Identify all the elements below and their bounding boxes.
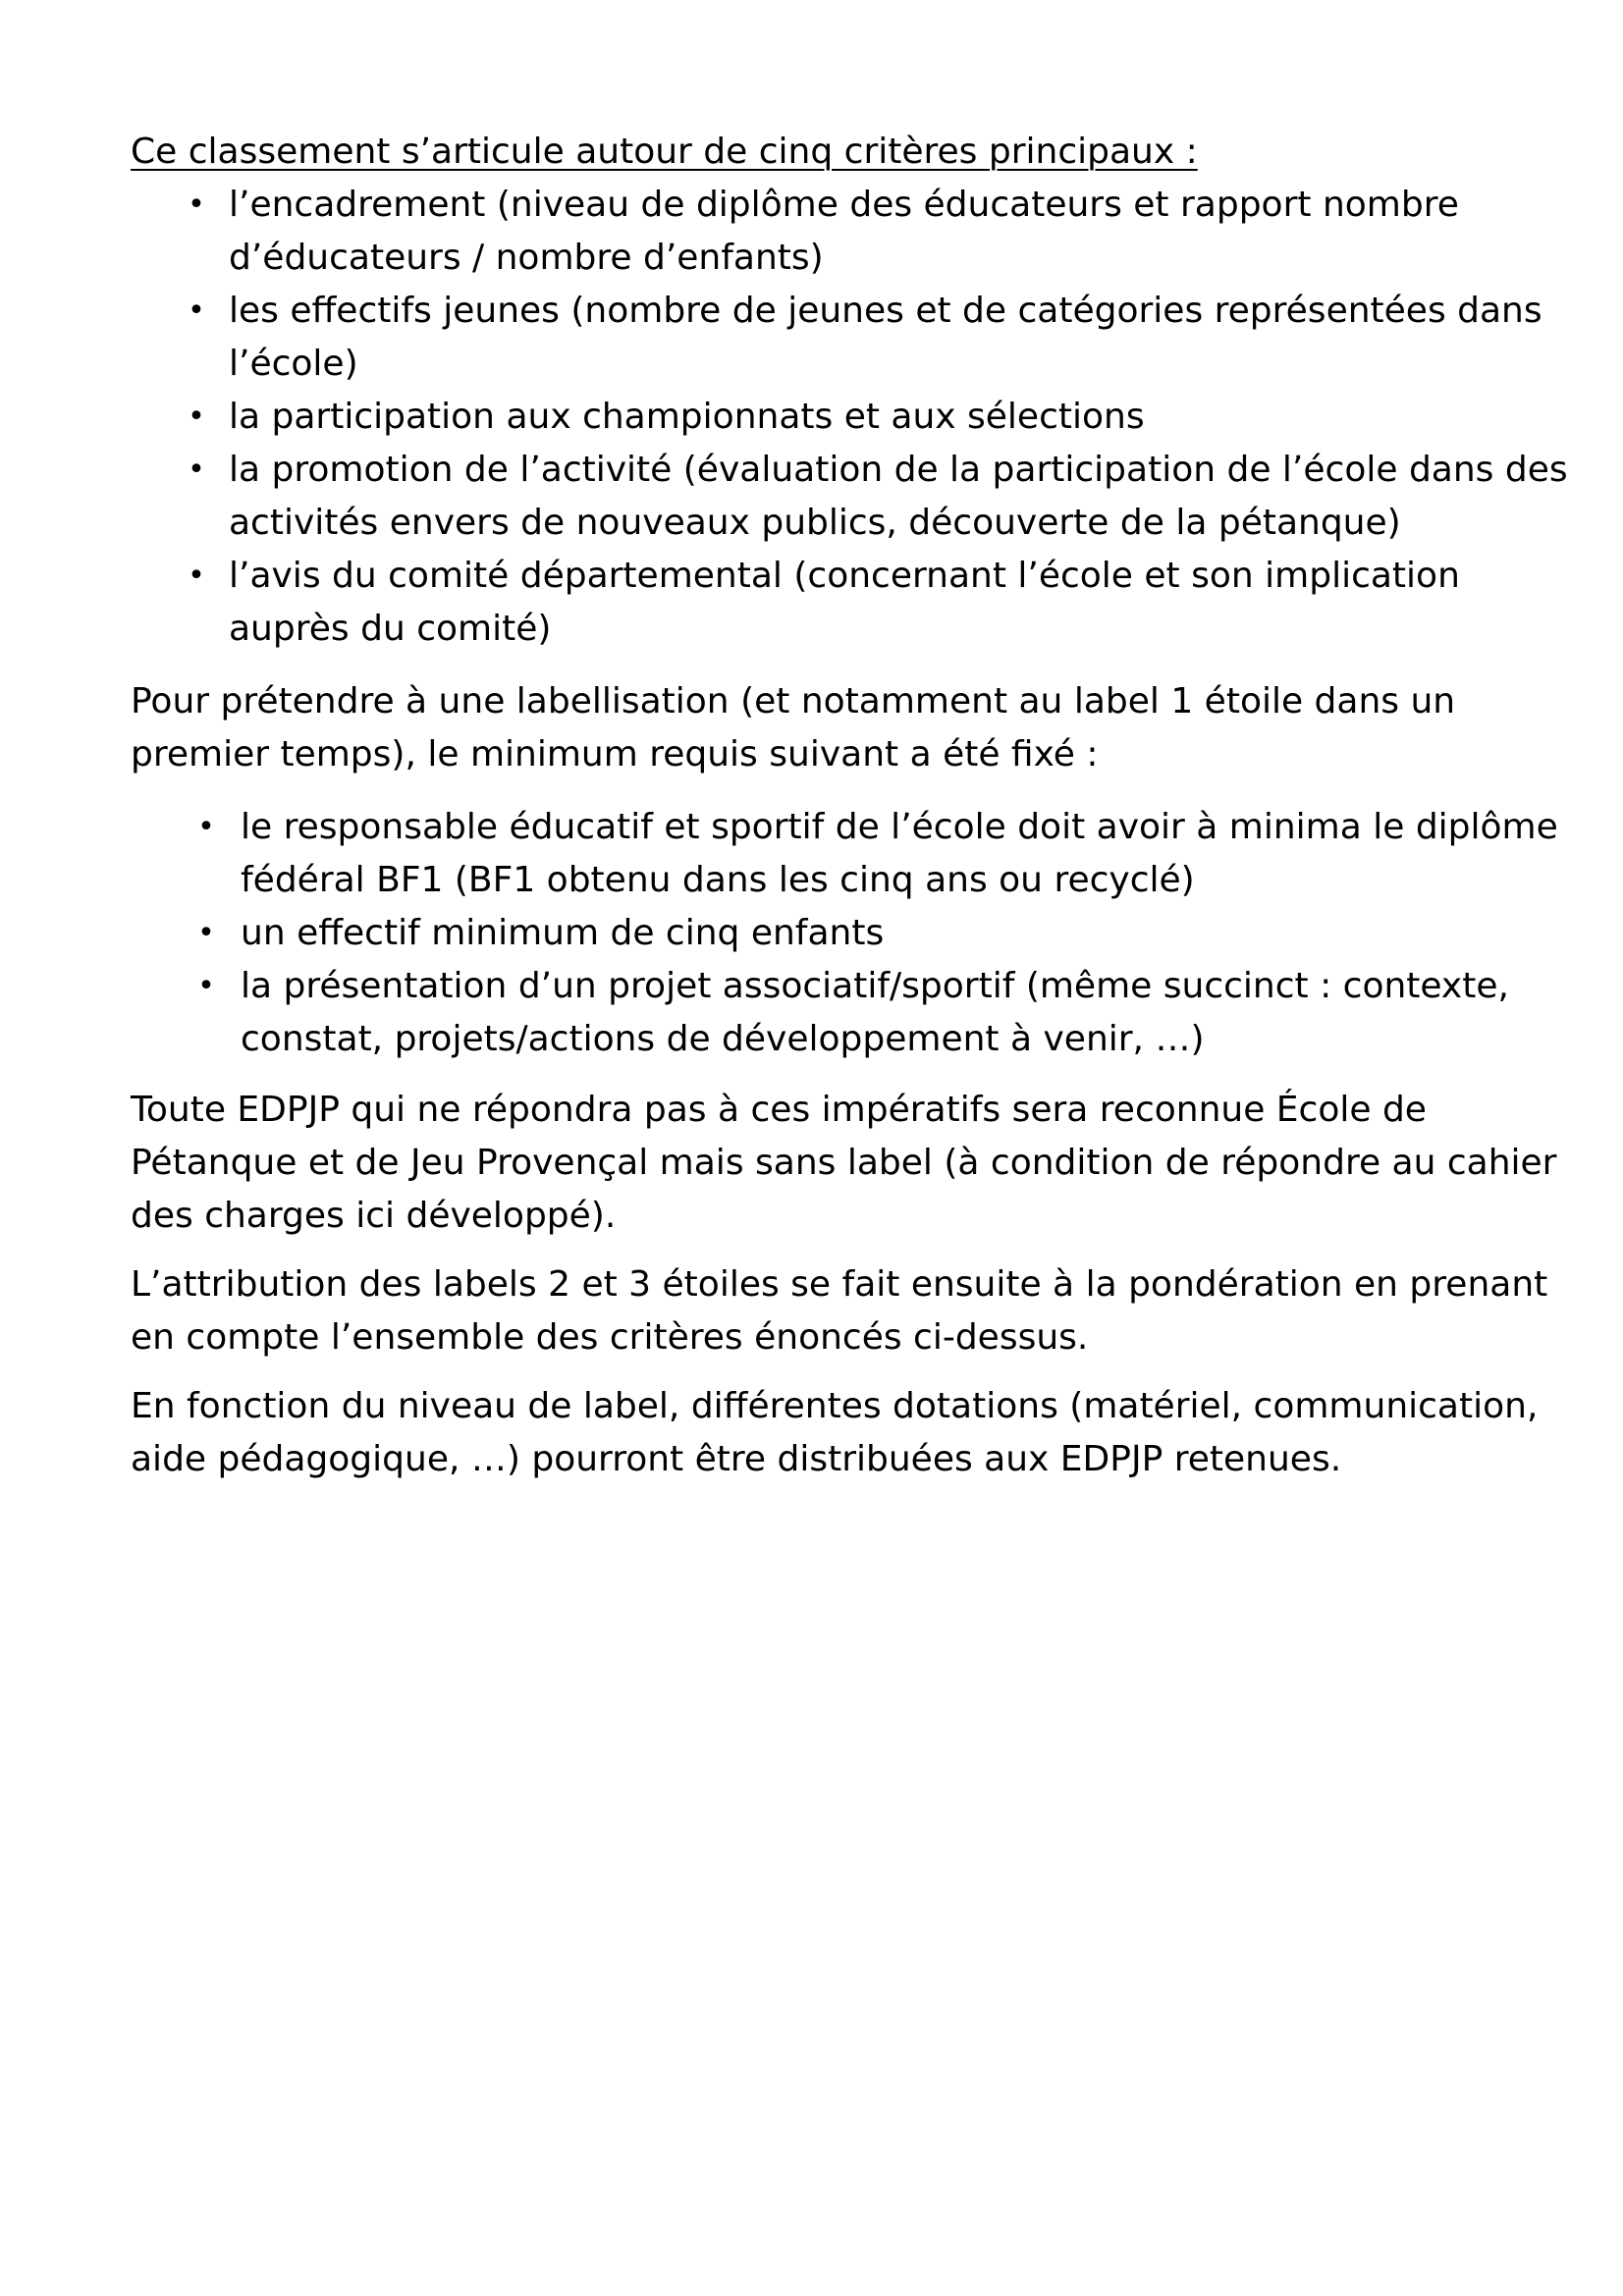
criteria-item-text: la promotion de l’activité (évaluation de la participation de l’école dans des activités envers de nouveaux publics, découverte de la pétanque) (229, 450, 1568, 543)
minimum-intro-paragraph: Pour prétendre à une labellisation (et notamment au label 1 étoile dans un premier temps), le minimum requis suivant a été fixé : (131, 681, 1456, 774)
bullet-icon: • (188, 453, 205, 487)
criteria-list (131, 179, 1584, 656)
criteria-item-text: l’avis du comité départemental (concernant l’école et son implication auprès du comité) (229, 556, 1460, 649)
minimum-requirements-list (131, 801, 1584, 1066)
dotations-paragraph: En fonction du niveau de label, différentes dotations (matériel, communication, aide pédagogique, …) pourront être distribuées aux EDPJP retenues. (131, 1386, 1539, 1479)
criteria-item (131, 285, 1584, 391)
criteria-item-text: l’encadrement (niveau de diplôme des éducateurs et rapport nombre d’éducateurs / nombre d’enfants) (229, 185, 1459, 278)
bullet-icon: • (197, 916, 215, 950)
requirement-item (131, 801, 1584, 907)
document-body (131, 126, 1584, 1502)
criteria-item-text: les effectifs jeunes (nombre de jeunes et de catégories représentées dans l’école) (229, 291, 1542, 384)
bullet-icon: • (197, 810, 215, 844)
requirement-item-text: le responsable éducatif et sportif de l’école doit avoir à minima le diplôme fédéral BF1 (BF1 obtenu dans les cinq ans ou recyclé) (241, 807, 1558, 900)
requirement-item (131, 960, 1584, 1066)
requirement-item-text: la présentation d’un projet associatif/sportif (même succinct : contexte, constat, projets/actions de développement à venir, …) (241, 966, 1509, 1059)
section-heading: Ce classement s’articule autour de cinq critères principaux : (131, 132, 1198, 172)
criteria-item (131, 391, 1584, 444)
criteria-item (131, 179, 1584, 285)
labels-attribution-paragraph: L’attribution des labels 2 et 3 étoiles se fait ensuite à la pondération en prenant en compte l’ensemble des critères énoncés ci-dessus. (131, 1264, 1548, 1358)
bullet-icon: • (197, 969, 215, 1003)
bullet-icon: • (188, 187, 205, 222)
no-label-paragraph: Toute EDPJP qui ne répondra pas à ces impératifs sera reconnue École de Pétanque et de Jeu Provençal mais sans label (à condition de répondre au cahier des charges ici développé). (131, 1090, 1557, 1236)
criteria-item (131, 444, 1584, 550)
criteria-item-text: la participation aux championnats et aux sélections (229, 397, 1145, 437)
bullet-icon: • (188, 400, 205, 434)
criteria-item (131, 550, 1584, 656)
bullet-icon: • (188, 294, 205, 328)
bullet-icon: • (188, 559, 205, 593)
requirement-item-text: un effectif minimum de cinq enfants (241, 913, 885, 953)
requirement-item (131, 907, 1584, 960)
